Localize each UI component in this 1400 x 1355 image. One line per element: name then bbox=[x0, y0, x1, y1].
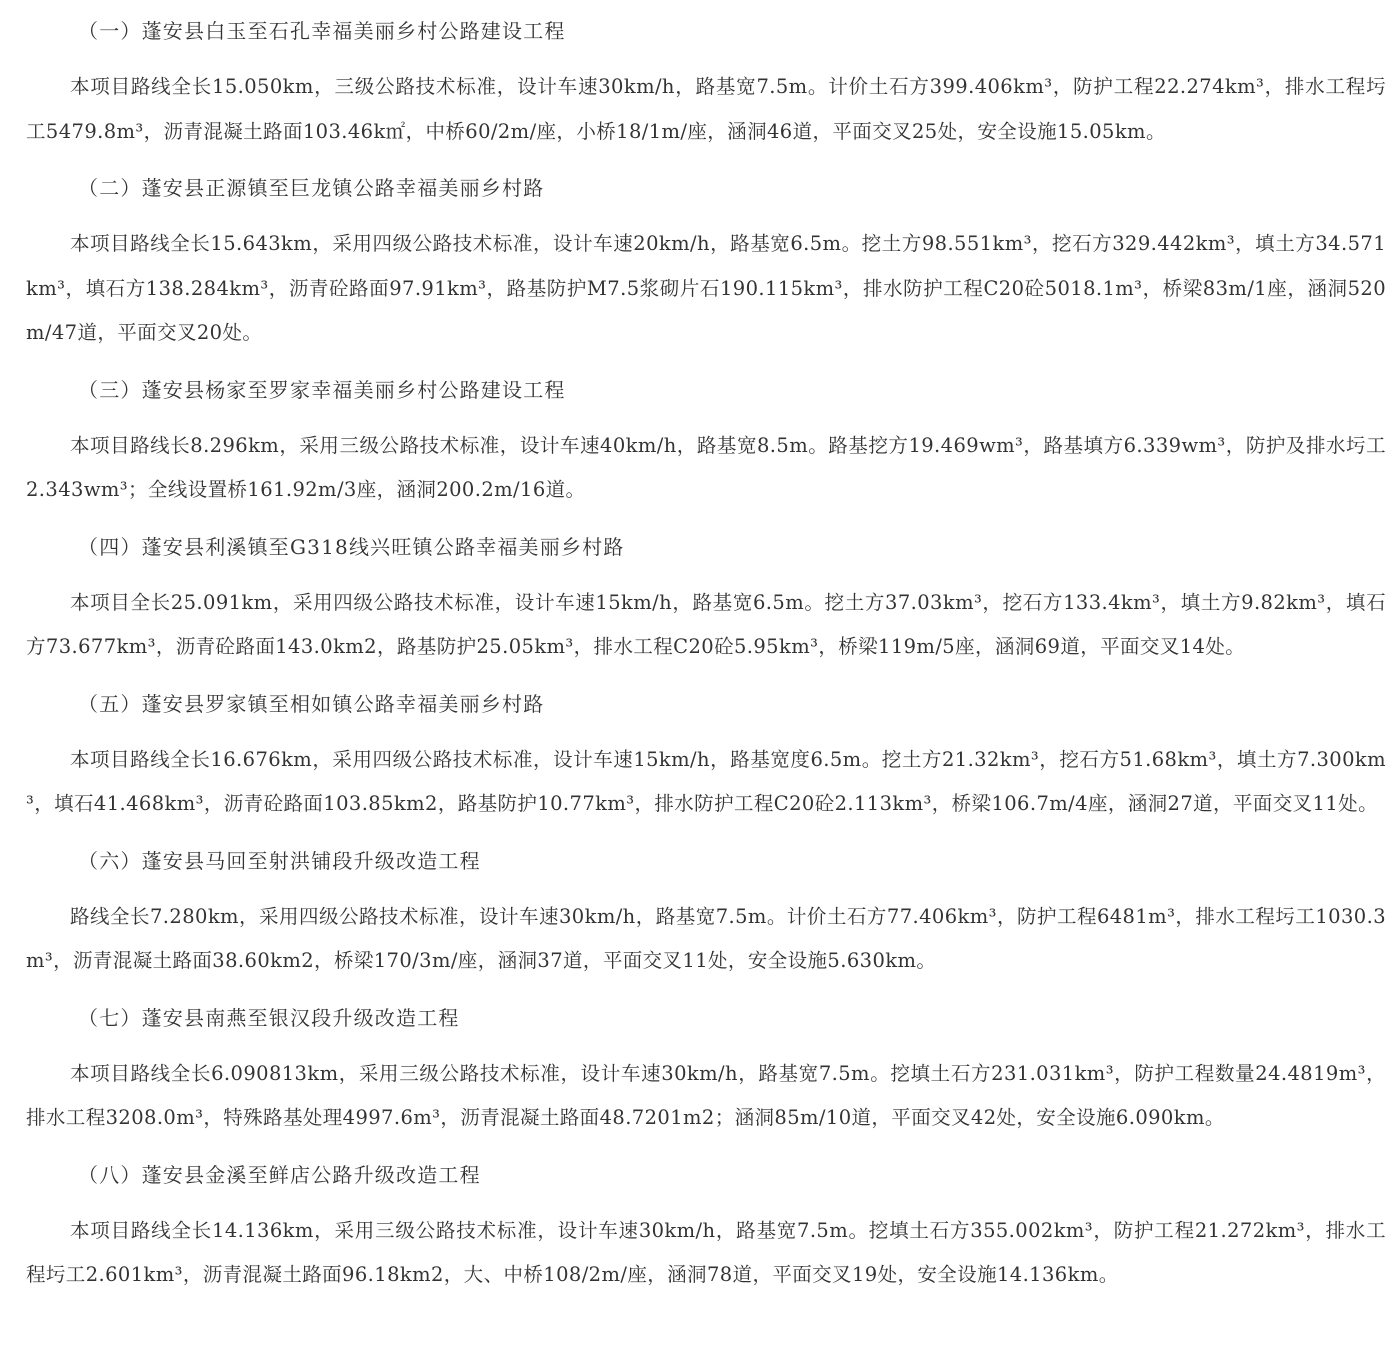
section-body: 本项目路线长8.296km，采用三级公路技术标准，设计车速40km/h，路基宽8.5m。路基挖方19.469wm³，路基填方6.339wm³，防护及排水圬工2.343wm³；全线设置桥161.92m/3座，涵洞200.2m/16道。 bbox=[26, 433, 1386, 501]
project-section-7 bbox=[26, 996, 1386, 1141]
project-section-1 bbox=[26, 9, 1386, 154]
section-heading: （五）蓬安县罗家镇至相如镇公路幸福美丽乡村路 bbox=[78, 691, 545, 716]
section-heading: （七）蓬安县南燕至银汉段升级改造工程 bbox=[78, 1005, 460, 1030]
section-heading: （四）蓬安县利溪镇至G318线兴旺镇公路幸福美丽乡村路 bbox=[78, 534, 625, 559]
section-body: 路线全长7.280km，采用四级公路技术标准，设计车速30km/h，路基宽7.5m。计价土石方77.406km³，防护工程6481m³，排水工程圬工1030.3m³，沥青混凝土路面38.60km2，桥梁170/3m/座，涵洞37道，平面交叉11处，安全设施5.630km。 bbox=[26, 904, 1386, 972]
section-heading: （六）蓬安县马回至射洪铺段升级改造工程 bbox=[78, 848, 481, 873]
section-heading: （三）蓬安县杨家至罗家幸福美丽乡村公路建设工程 bbox=[78, 377, 566, 402]
project-section-3 bbox=[26, 368, 1386, 513]
project-section-2 bbox=[26, 166, 1386, 356]
section-body: 本项目路线全长15.050km，三级公路技术标准，设计车速30km/h，路基宽7.5m。计价土石方399.406km³，防护工程22.274km³，排水工程圬工5479.8m³，沥青混凝土路面103.46k㎡，中桥60/2m/座，小桥18/1m/座，涵洞46道，平面交叉25处，安全设施15.05km。 bbox=[26, 75, 1386, 143]
section-heading: （二）蓬安县正源镇至巨龙镇公路幸福美丽乡村路 bbox=[78, 176, 545, 200]
project-section-6 bbox=[26, 839, 1386, 984]
section-body: 本项目路线全长16.676km，采用四级公路技术标准，设计车速15km/h，路基宽度6.5m。挖土方21.32km³，挖石方51.68km³，填土方7.300km³，填石41.468km³，沥青砼路面103.85km2，路基防护10.77km³，排水防护工程C20砼2.113km³，桥梁106.7m/4座，涵洞27道，平面交叉11处。 bbox=[26, 747, 1386, 815]
section-body: 本项目全长25.091km，采用四级公路技术标准，设计车速15km/h，路基宽6.5m。挖土方37.03km³，挖石方133.4km³，填土方9.82km³，填石方73.677km³，沥青砼路面143.0km2，路基防护25.05km³，排水工程C20砼5.95km³，桥梁119m/5座，涵洞69道，平面交叉14处。 bbox=[26, 590, 1386, 658]
project-section-4 bbox=[26, 525, 1386, 670]
section-body: 本项目路线全长15.643km，采用四级公路技术标准，设计车速20km/h，路基宽6.5m。挖土方98.551km³，挖石方329.442km³，填土方34.571km³，填石方138.284km³，沥青砼路面97.91km³，路基防护M7.5浆砌片石190.115km³，排水防护工程C20砼5018.1m³，桥梁83m/1座，涵洞520m/47道，平面交叉20处。 bbox=[26, 232, 1386, 344]
section-body: 本项目路线全长6.090813km，采用三级公路技术标准，设计车速30km/h，路基宽7.5m。挖填土石方231.031km³，防护工程数量24.4819m³，排水工程3208.0m³，特殊路基处理4997.6m³，沥青混凝土路面48.7201m2；涵洞85m/10道，平面交叉42处，安全设施6.090km。 bbox=[26, 1061, 1386, 1129]
section-heading: （八）蓬安县金溪至鲜店公路升级改造工程 bbox=[78, 1162, 481, 1187]
section-body: 本项目路线全长14.136km，采用三级公路技术标准，设计车速30km/h，路基宽7.5m。挖填土石方355.002km³，防护工程21.272km³，排水工程圬工2.601km³，沥青混凝土路面96.18km2，大、中桥108/2m/座，涵洞78道，平面交叉19处，安全设施14.136km。 bbox=[26, 1218, 1386, 1286]
project-section-5 bbox=[26, 682, 1386, 827]
section-heading: （一）蓬安县白玉至石孔幸福美丽乡村公路建设工程 bbox=[78, 19, 566, 43]
document bbox=[26, 0, 1386, 1298]
project-section-8 bbox=[26, 1153, 1386, 1298]
